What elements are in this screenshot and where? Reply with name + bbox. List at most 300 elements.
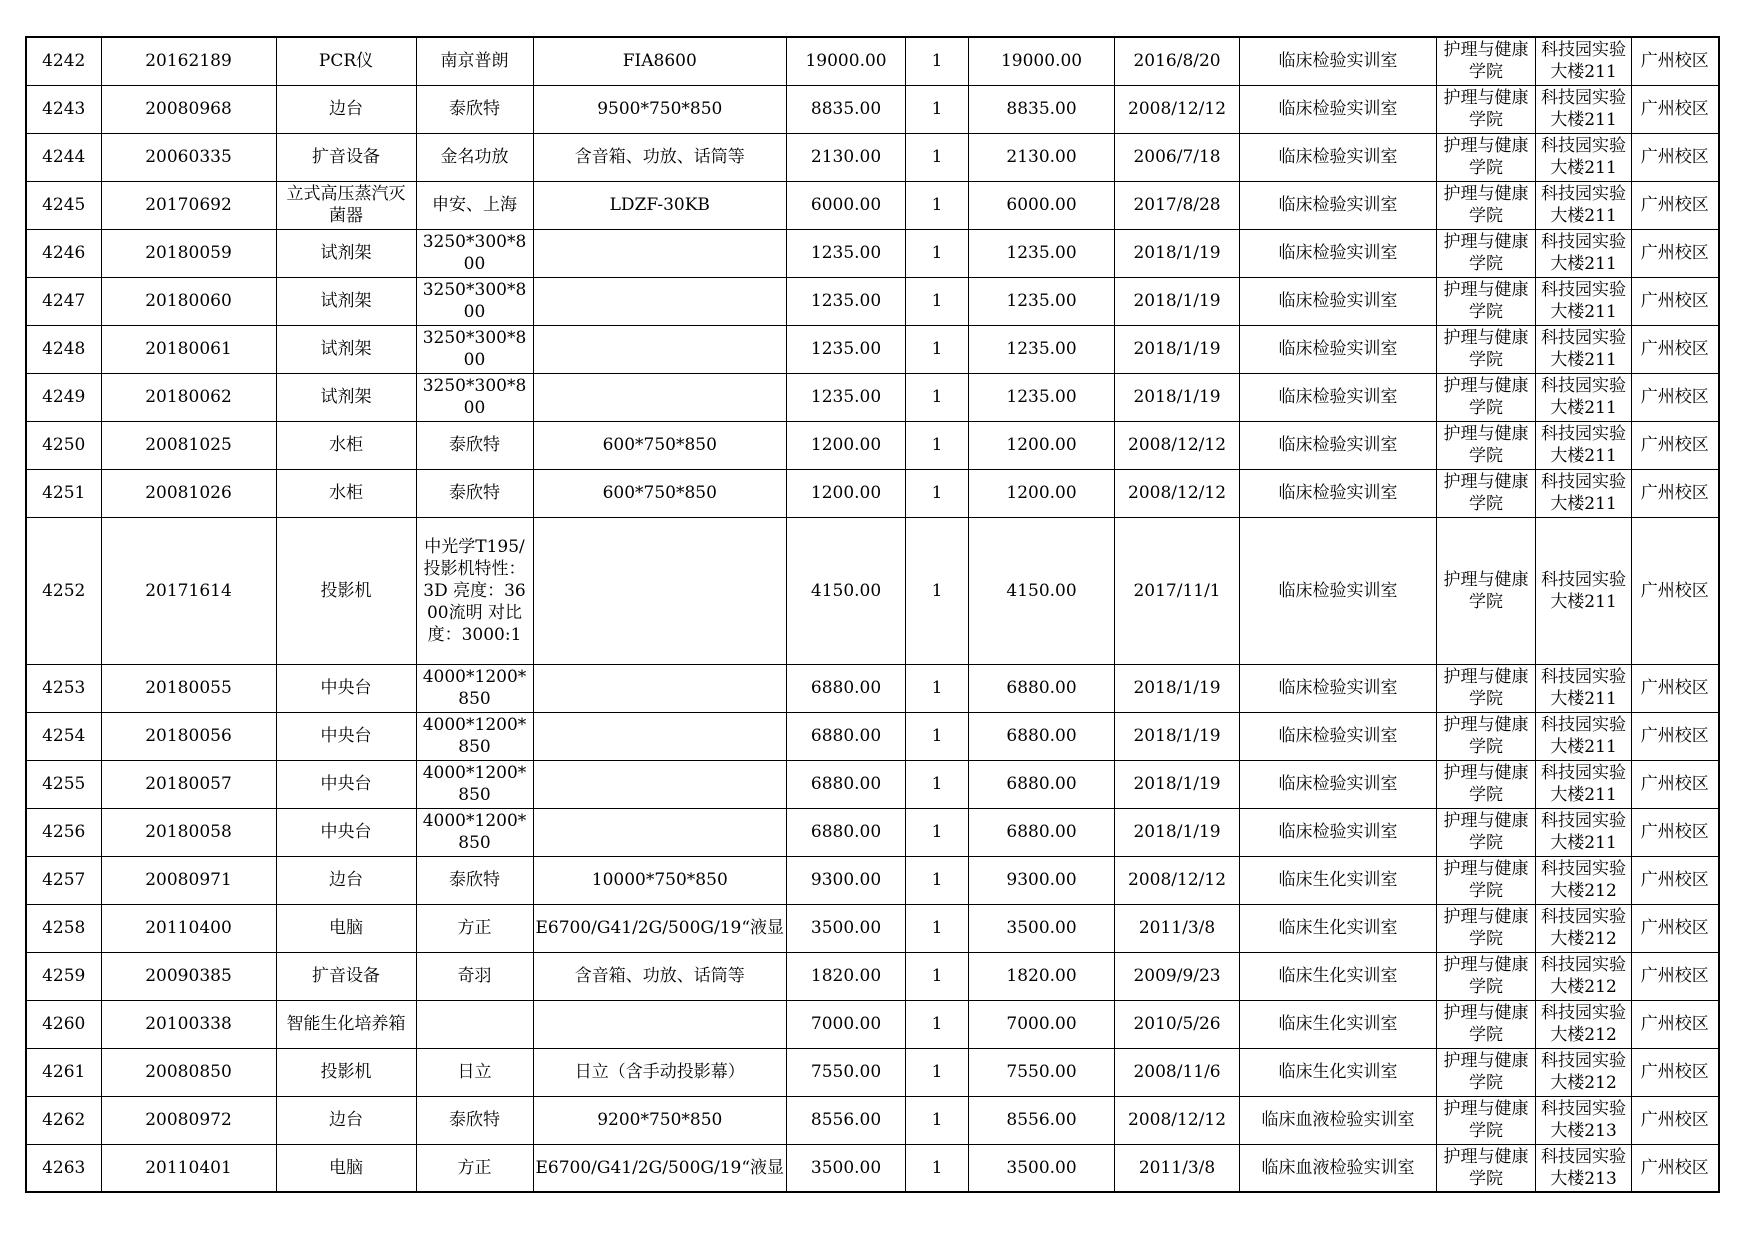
- location-cell: 科技园实验大楼211: [1536, 664, 1632, 712]
- serial-number-cell: 4248: [26, 325, 101, 373]
- unit-price-cell: 8835.00: [787, 85, 906, 133]
- asset-code-cell: 20171614: [101, 517, 276, 664]
- asset-name-cell: 智能生化培养箱: [276, 1000, 416, 1048]
- model-cell: [533, 229, 787, 277]
- serial-number-cell: 4250: [26, 421, 101, 469]
- asset-name-cell: 电脑: [276, 1144, 416, 1192]
- room-cell: 临床血液检验实训室: [1240, 1144, 1437, 1192]
- department-cell: 护理与健康学院: [1437, 952, 1536, 1000]
- location-cell: 科技园实验大楼211: [1536, 325, 1632, 373]
- model-cell: 含音箱、功放、话筒等: [533, 133, 787, 181]
- brand-spec-cell: 方正: [416, 1144, 533, 1192]
- table-row: [26, 469, 1719, 517]
- serial-number-cell: 4255: [26, 760, 101, 808]
- asset-code-cell: 20080971: [101, 856, 276, 904]
- purchase-date-cell: 2018/1/19: [1115, 229, 1240, 277]
- unit-price-cell: 1235.00: [787, 373, 906, 421]
- table-body: [26, 37, 1719, 1192]
- model-cell: [533, 517, 787, 664]
- quantity-cell: 1: [906, 469, 969, 517]
- unit-price-cell: 6880.00: [787, 760, 906, 808]
- serial-number-cell: 4245: [26, 181, 101, 229]
- asset-code-cell: 20180057: [101, 760, 276, 808]
- amount-cell: 3500.00: [969, 1144, 1115, 1192]
- department-cell: 护理与健康学院: [1437, 856, 1536, 904]
- campus-cell: 广州校区: [1632, 1000, 1719, 1048]
- amount-cell: 6000.00: [969, 181, 1115, 229]
- quantity-cell: 1: [906, 517, 969, 664]
- table-row: [26, 277, 1719, 325]
- location-cell: 科技园实验大楼212: [1536, 1048, 1632, 1096]
- brand-spec-cell: 4000*1200*850: [416, 808, 533, 856]
- table-row: [26, 37, 1719, 85]
- campus-cell: 广州校区: [1632, 373, 1719, 421]
- brand-spec-cell: 4000*1200*850: [416, 760, 533, 808]
- amount-cell: 8835.00: [969, 85, 1115, 133]
- campus-cell: 广州校区: [1632, 664, 1719, 712]
- brand-spec-cell: 泰欣特: [416, 1096, 533, 1144]
- asset-code-cell: 20180056: [101, 712, 276, 760]
- brand-spec-cell: 3250*300*800: [416, 277, 533, 325]
- table-row: [26, 712, 1719, 760]
- room-cell: 临床生化实训室: [1240, 856, 1437, 904]
- department-cell: 护理与健康学院: [1437, 85, 1536, 133]
- location-cell: 科技园实验大楼212: [1536, 1000, 1632, 1048]
- model-cell: [533, 808, 787, 856]
- amount-cell: 7000.00: [969, 1000, 1115, 1048]
- amount-cell: 1235.00: [969, 277, 1115, 325]
- amount-cell: 2130.00: [969, 133, 1115, 181]
- campus-cell: 广州校区: [1632, 469, 1719, 517]
- quantity-cell: 1: [906, 1096, 969, 1144]
- room-cell: 临床检验实训室: [1240, 373, 1437, 421]
- brand-spec-cell: 4000*1200*850: [416, 664, 533, 712]
- quantity-cell: 1: [906, 904, 969, 952]
- campus-cell: 广州校区: [1632, 1048, 1719, 1096]
- room-cell: 临床检验实训室: [1240, 664, 1437, 712]
- asset-code-cell: 20081025: [101, 421, 276, 469]
- asset-code-cell: 20090385: [101, 952, 276, 1000]
- unit-price-cell: 1235.00: [787, 229, 906, 277]
- asset-code-cell: 20180059: [101, 229, 276, 277]
- unit-price-cell: 6880.00: [787, 712, 906, 760]
- asset-code-cell: 20180062: [101, 373, 276, 421]
- model-cell: [533, 712, 787, 760]
- table-row: [26, 904, 1719, 952]
- purchase-date-cell: 2006/7/18: [1115, 133, 1240, 181]
- room-cell: 临床检验实训室: [1240, 421, 1437, 469]
- asset-name-cell: 投影机: [276, 517, 416, 664]
- location-cell: 科技园实验大楼211: [1536, 133, 1632, 181]
- asset-name-cell: 中央台: [276, 808, 416, 856]
- asset-name-cell: 试剂架: [276, 373, 416, 421]
- campus-cell: 广州校区: [1632, 952, 1719, 1000]
- asset-name-cell: 边台: [276, 1096, 416, 1144]
- quantity-cell: 1: [906, 712, 969, 760]
- amount-cell: 4150.00: [969, 517, 1115, 664]
- model-cell: LDZF-30KB: [533, 181, 787, 229]
- department-cell: 护理与健康学院: [1437, 1096, 1536, 1144]
- brand-spec-cell: 日立: [416, 1048, 533, 1096]
- brand-spec-cell: 金名功放: [416, 133, 533, 181]
- campus-cell: 广州校区: [1632, 712, 1719, 760]
- serial-number-cell: 4243: [26, 85, 101, 133]
- serial-number-cell: 4260: [26, 1000, 101, 1048]
- model-cell: [533, 760, 787, 808]
- department-cell: 护理与健康学院: [1437, 1048, 1536, 1096]
- room-cell: 临床检验实训室: [1240, 712, 1437, 760]
- unit-price-cell: 1200.00: [787, 469, 906, 517]
- asset-name-cell: 边台: [276, 85, 416, 133]
- serial-number-cell: 4253: [26, 664, 101, 712]
- asset-code-cell: 20110400: [101, 904, 276, 952]
- serial-number-cell: 4246: [26, 229, 101, 277]
- unit-price-cell: 1235.00: [787, 325, 906, 373]
- asset-code-cell: 20080850: [101, 1048, 276, 1096]
- table-row: [26, 85, 1719, 133]
- purchase-date-cell: 2017/8/28: [1115, 181, 1240, 229]
- amount-cell: 9300.00: [969, 856, 1115, 904]
- purchase-date-cell: 2018/1/19: [1115, 373, 1240, 421]
- department-cell: 护理与健康学院: [1437, 373, 1536, 421]
- amount-cell: 1820.00: [969, 952, 1115, 1000]
- amount-cell: 1235.00: [969, 325, 1115, 373]
- serial-number-cell: 4256: [26, 808, 101, 856]
- campus-cell: 广州校区: [1632, 325, 1719, 373]
- amount-cell: 1200.00: [969, 421, 1115, 469]
- asset-code-cell: 20080968: [101, 85, 276, 133]
- unit-price-cell: 4150.00: [787, 517, 906, 664]
- unit-price-cell: 9300.00: [787, 856, 906, 904]
- asset-name-cell: 水柜: [276, 421, 416, 469]
- campus-cell: 广州校区: [1632, 229, 1719, 277]
- location-cell: 科技园实验大楼211: [1536, 181, 1632, 229]
- asset-name-cell: 投影机: [276, 1048, 416, 1096]
- asset-name-cell: 试剂架: [276, 325, 416, 373]
- location-cell: 科技园实验大楼211: [1536, 421, 1632, 469]
- brand-spec-cell: 方正: [416, 904, 533, 952]
- asset-code-cell: 20081026: [101, 469, 276, 517]
- department-cell: 护理与健康学院: [1437, 277, 1536, 325]
- asset-name-cell: 扩音设备: [276, 133, 416, 181]
- asset-name-cell: 边台: [276, 856, 416, 904]
- location-cell: 科技园实验大楼211: [1536, 85, 1632, 133]
- brand-spec-cell: 3250*300*800: [416, 373, 533, 421]
- purchase-date-cell: 2008/12/12: [1115, 856, 1240, 904]
- model-cell: 含音箱、功放、话筒等: [533, 952, 787, 1000]
- model-cell: E6700/G41/2G/500G/19“液显: [533, 904, 787, 952]
- asset-name-cell: 立式高压蒸汽灭菌器: [276, 181, 416, 229]
- table-row: [26, 808, 1719, 856]
- campus-cell: 广州校区: [1632, 133, 1719, 181]
- amount-cell: 19000.00: [969, 37, 1115, 85]
- department-cell: 护理与健康学院: [1437, 421, 1536, 469]
- campus-cell: 广州校区: [1632, 181, 1719, 229]
- asset-code-cell: 20180060: [101, 277, 276, 325]
- campus-cell: 广州校区: [1632, 421, 1719, 469]
- model-cell: 10000*750*850: [533, 856, 787, 904]
- location-cell: 科技园实验大楼212: [1536, 856, 1632, 904]
- unit-price-cell: 6880.00: [787, 808, 906, 856]
- table-row: [26, 1144, 1719, 1192]
- table-row: [26, 1096, 1719, 1144]
- quantity-cell: 1: [906, 133, 969, 181]
- location-cell: 科技园实验大楼213: [1536, 1096, 1632, 1144]
- brand-spec-cell: 申安、上海: [416, 181, 533, 229]
- location-cell: 科技园实验大楼213: [1536, 1144, 1632, 1192]
- asset-name-cell: 扩音设备: [276, 952, 416, 1000]
- amount-cell: 1235.00: [969, 373, 1115, 421]
- brand-spec-cell: 4000*1200*850: [416, 712, 533, 760]
- room-cell: 临床检验实训室: [1240, 469, 1437, 517]
- room-cell: 临床检验实训室: [1240, 808, 1437, 856]
- location-cell: 科技园实验大楼211: [1536, 808, 1632, 856]
- asset-name-cell: 试剂架: [276, 277, 416, 325]
- serial-number-cell: 4262: [26, 1096, 101, 1144]
- unit-price-cell: 3500.00: [787, 904, 906, 952]
- purchase-date-cell: 2018/1/19: [1115, 277, 1240, 325]
- campus-cell: 广州校区: [1632, 1096, 1719, 1144]
- quantity-cell: 1: [906, 325, 969, 373]
- quantity-cell: 1: [906, 808, 969, 856]
- asset-code-cell: 20100338: [101, 1000, 276, 1048]
- purchase-date-cell: 2016/8/20: [1115, 37, 1240, 85]
- room-cell: 临床血液检验实训室: [1240, 1096, 1437, 1144]
- room-cell: 临床生化实训室: [1240, 1048, 1437, 1096]
- asset-code-cell: 20180055: [101, 664, 276, 712]
- model-cell: FIA8600: [533, 37, 787, 85]
- brand-spec-cell: 泰欣特: [416, 469, 533, 517]
- purchase-date-cell: 2011/3/8: [1115, 1144, 1240, 1192]
- location-cell: 科技园实验大楼211: [1536, 277, 1632, 325]
- quantity-cell: 1: [906, 229, 969, 277]
- table-row: [26, 181, 1719, 229]
- serial-number-cell: 4252: [26, 517, 101, 664]
- department-cell: 护理与健康学院: [1437, 517, 1536, 664]
- purchase-date-cell: 2018/1/19: [1115, 325, 1240, 373]
- unit-price-cell: 1200.00: [787, 421, 906, 469]
- brand-spec-cell: 中光学T195/投影机特性：3D 亮度：3600流明 对比度：3000:1: [416, 517, 533, 664]
- asset-name-cell: 中央台: [276, 664, 416, 712]
- table-row: [26, 517, 1719, 664]
- model-cell: 600*750*850: [533, 469, 787, 517]
- table-row: [26, 421, 1719, 469]
- amount-cell: 7550.00: [969, 1048, 1115, 1096]
- location-cell: 科技园实验大楼212: [1536, 904, 1632, 952]
- room-cell: 临床检验实训室: [1240, 85, 1437, 133]
- model-cell: 日立（含手动投影幕）: [533, 1048, 787, 1096]
- serial-number-cell: 4259: [26, 952, 101, 1000]
- table-row: [26, 1000, 1719, 1048]
- asset-name-cell: 中央台: [276, 712, 416, 760]
- asset-name-cell: 中央台: [276, 760, 416, 808]
- serial-number-cell: 4263: [26, 1144, 101, 1192]
- location-cell: 科技园实验大楼211: [1536, 373, 1632, 421]
- brand-spec-cell: 奇羽: [416, 952, 533, 1000]
- brand-spec-cell: 泰欣特: [416, 421, 533, 469]
- serial-number-cell: 4254: [26, 712, 101, 760]
- quantity-cell: 1: [906, 181, 969, 229]
- room-cell: 临床检验实训室: [1240, 37, 1437, 85]
- quantity-cell: 1: [906, 85, 969, 133]
- location-cell: 科技园实验大楼212: [1536, 952, 1632, 1000]
- quantity-cell: 1: [906, 277, 969, 325]
- campus-cell: 广州校区: [1632, 37, 1719, 85]
- asset-code-cell: 20080972: [101, 1096, 276, 1144]
- purchase-date-cell: 2010/5/26: [1115, 1000, 1240, 1048]
- quantity-cell: 1: [906, 421, 969, 469]
- purchase-date-cell: 2009/9/23: [1115, 952, 1240, 1000]
- campus-cell: 广州校区: [1632, 808, 1719, 856]
- purchase-date-cell: 2011/3/8: [1115, 904, 1240, 952]
- department-cell: 护理与健康学院: [1437, 904, 1536, 952]
- room-cell: 临床检验实训室: [1240, 133, 1437, 181]
- table-row: [26, 856, 1719, 904]
- serial-number-cell: 4247: [26, 277, 101, 325]
- purchase-date-cell: 2008/12/12: [1115, 85, 1240, 133]
- department-cell: 护理与健康学院: [1437, 181, 1536, 229]
- amount-cell: 6880.00: [969, 712, 1115, 760]
- brand-spec-cell: 泰欣特: [416, 85, 533, 133]
- asset-name-cell: PCR仪: [276, 37, 416, 85]
- serial-number-cell: 4257: [26, 856, 101, 904]
- asset-name-cell: 试剂架: [276, 229, 416, 277]
- unit-price-cell: 6880.00: [787, 664, 906, 712]
- department-cell: 护理与健康学院: [1437, 37, 1536, 85]
- room-cell: 临床检验实训室: [1240, 325, 1437, 373]
- serial-number-cell: 4249: [26, 373, 101, 421]
- serial-number-cell: 4251: [26, 469, 101, 517]
- serial-number-cell: 4261: [26, 1048, 101, 1096]
- department-cell: 护理与健康学院: [1437, 325, 1536, 373]
- table-row: [26, 760, 1719, 808]
- location-cell: 科技园实验大楼211: [1536, 469, 1632, 517]
- table-row: [26, 664, 1719, 712]
- unit-price-cell: 7550.00: [787, 1048, 906, 1096]
- campus-cell: 广州校区: [1632, 85, 1719, 133]
- unit-price-cell: 1820.00: [787, 952, 906, 1000]
- brand-spec-cell: 泰欣特: [416, 856, 533, 904]
- asset-code-cell: 20180061: [101, 325, 276, 373]
- table-row: [26, 1048, 1719, 1096]
- room-cell: 临床检验实训室: [1240, 517, 1437, 664]
- purchase-date-cell: 2008/11/6: [1115, 1048, 1240, 1096]
- asset-name-cell: 水柜: [276, 469, 416, 517]
- serial-number-cell: 4258: [26, 904, 101, 952]
- room-cell: 临床生化实训室: [1240, 1000, 1437, 1048]
- department-cell: 护理与健康学院: [1437, 808, 1536, 856]
- asset-table: [25, 36, 1720, 1193]
- amount-cell: 6880.00: [969, 664, 1115, 712]
- amount-cell: 3500.00: [969, 904, 1115, 952]
- table-row: [26, 133, 1719, 181]
- purchase-date-cell: 2018/1/19: [1115, 760, 1240, 808]
- quantity-cell: 1: [906, 1144, 969, 1192]
- room-cell: 临床检验实训室: [1240, 229, 1437, 277]
- unit-price-cell: 7000.00: [787, 1000, 906, 1048]
- purchase-date-cell: 2018/1/19: [1115, 664, 1240, 712]
- room-cell: 临床检验实训室: [1240, 760, 1437, 808]
- purchase-date-cell: 2008/12/12: [1115, 1096, 1240, 1144]
- model-cell: [533, 325, 787, 373]
- purchase-date-cell: 2018/1/19: [1115, 808, 1240, 856]
- purchase-date-cell: 2008/12/12: [1115, 469, 1240, 517]
- quantity-cell: 1: [906, 664, 969, 712]
- asset-code-cell: 20060335: [101, 133, 276, 181]
- department-cell: 护理与健康学院: [1437, 469, 1536, 517]
- table-row: [26, 952, 1719, 1000]
- unit-price-cell: 1235.00: [787, 277, 906, 325]
- department-cell: 护理与健康学院: [1437, 1000, 1536, 1048]
- brand-spec-cell: [416, 1000, 533, 1048]
- room-cell: 临床生化实训室: [1240, 952, 1437, 1000]
- location-cell: 科技园实验大楼211: [1536, 760, 1632, 808]
- unit-price-cell: 8556.00: [787, 1096, 906, 1144]
- campus-cell: 广州校区: [1632, 517, 1719, 664]
- quantity-cell: 1: [906, 856, 969, 904]
- campus-cell: 广州校区: [1632, 856, 1719, 904]
- campus-cell: 广州校区: [1632, 904, 1719, 952]
- quantity-cell: 1: [906, 1000, 969, 1048]
- quantity-cell: 1: [906, 952, 969, 1000]
- asset-code-cell: 20110401: [101, 1144, 276, 1192]
- model-cell: [533, 1000, 787, 1048]
- model-cell: E6700/G41/2G/500G/19“液显: [533, 1144, 787, 1192]
- room-cell: 临床生化实训室: [1240, 904, 1437, 952]
- amount-cell: 6880.00: [969, 760, 1115, 808]
- quantity-cell: 1: [906, 37, 969, 85]
- room-cell: 临床检验实训室: [1240, 277, 1437, 325]
- room-cell: 临床检验实训室: [1240, 181, 1437, 229]
- department-cell: 护理与健康学院: [1437, 760, 1536, 808]
- asset-code-cell: 20162189: [101, 37, 276, 85]
- model-cell: 9500*750*850: [533, 85, 787, 133]
- department-cell: 护理与健康学院: [1437, 712, 1536, 760]
- model-cell: [533, 664, 787, 712]
- department-cell: 护理与健康学院: [1437, 133, 1536, 181]
- department-cell: 护理与健康学院: [1437, 229, 1536, 277]
- department-cell: 护理与健康学院: [1437, 664, 1536, 712]
- quantity-cell: 1: [906, 1048, 969, 1096]
- serial-number-cell: 4242: [26, 37, 101, 85]
- asset-code-cell: 20170692: [101, 181, 276, 229]
- location-cell: 科技园实验大楼211: [1536, 229, 1632, 277]
- unit-price-cell: 6000.00: [787, 181, 906, 229]
- table-row: [26, 325, 1719, 373]
- unit-price-cell: 3500.00: [787, 1144, 906, 1192]
- quantity-cell: 1: [906, 760, 969, 808]
- location-cell: 科技园实验大楼211: [1536, 517, 1632, 664]
- amount-cell: 8556.00: [969, 1096, 1115, 1144]
- unit-price-cell: 19000.00: [787, 37, 906, 85]
- brand-spec-cell: 3250*300*800: [416, 229, 533, 277]
- campus-cell: 广州校区: [1632, 277, 1719, 325]
- campus-cell: 广州校区: [1632, 760, 1719, 808]
- brand-spec-cell: 3250*300*800: [416, 325, 533, 373]
- model-cell: 600*750*850: [533, 421, 787, 469]
- amount-cell: 1200.00: [969, 469, 1115, 517]
- purchase-date-cell: 2008/12/12: [1115, 421, 1240, 469]
- campus-cell: 广州校区: [1632, 1144, 1719, 1192]
- location-cell: 科技园实验大楼211: [1536, 712, 1632, 760]
- purchase-date-cell: 2017/11/1: [1115, 517, 1240, 664]
- asset-code-cell: 20180058: [101, 808, 276, 856]
- unit-price-cell: 2130.00: [787, 133, 906, 181]
- model-cell: 9200*750*850: [533, 1096, 787, 1144]
- model-cell: [533, 277, 787, 325]
- department-cell: 护理与健康学院: [1437, 1144, 1536, 1192]
- purchase-date-cell: 2018/1/19: [1115, 712, 1240, 760]
